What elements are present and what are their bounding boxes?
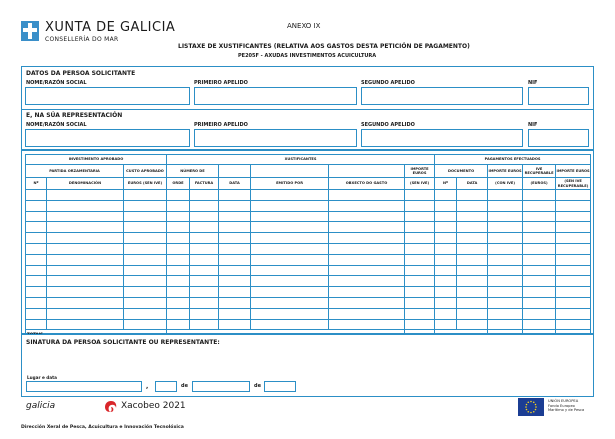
budget-line-header: PARTIDA ORZAMENTARIA bbox=[26, 165, 124, 178]
table-cell[interactable] bbox=[405, 190, 435, 201]
table-cell[interactable] bbox=[523, 190, 556, 201]
table-cell[interactable] bbox=[124, 211, 167, 222]
table-cell[interactable] bbox=[457, 297, 488, 308]
table-cell[interactable] bbox=[26, 265, 47, 276]
table-cell[interactable] bbox=[523, 308, 556, 319]
month-field[interactable] bbox=[192, 381, 250, 392]
number-of-header: NÚMERO DE bbox=[167, 165, 219, 178]
table-cell[interactable] bbox=[488, 319, 523, 330]
table-cell[interactable] bbox=[124, 190, 167, 201]
table-cell[interactable] bbox=[488, 211, 523, 222]
table-cell[interactable] bbox=[47, 319, 124, 330]
table-cell[interactable] bbox=[251, 222, 329, 233]
table-cell[interactable] bbox=[556, 308, 591, 319]
table-cell[interactable] bbox=[435, 297, 457, 308]
table-cell[interactable] bbox=[556, 297, 591, 308]
table-row bbox=[26, 276, 591, 287]
applicant-name-label: NOME/RAZÓN SOCIAL bbox=[26, 80, 87, 86]
col-pay-date: DATA bbox=[457, 178, 488, 190]
table-cell[interactable] bbox=[251, 287, 329, 298]
table-cell[interactable] bbox=[523, 265, 556, 276]
applicant-surname1-label: PRIMEIRO APELIDO bbox=[194, 80, 248, 86]
table-cell[interactable] bbox=[124, 276, 167, 287]
table-cell[interactable] bbox=[329, 254, 405, 265]
table-cell[interactable] bbox=[405, 276, 435, 287]
table-cell[interactable] bbox=[219, 222, 251, 233]
table-cell[interactable] bbox=[219, 211, 251, 222]
table-cell[interactable] bbox=[435, 276, 457, 287]
vat-recoverable-header: IVE RECUPERABLE bbox=[523, 165, 556, 178]
document-title: LISTAXE DE XUSTIFICANTES (RELATIVA AOS GASTOS DESTA PETICIÓN DE PAGAMENTO) bbox=[178, 43, 470, 50]
representative-surname1-label: PRIMEIRO APELIDO bbox=[194, 122, 248, 128]
table-cell[interactable] bbox=[190, 190, 219, 201]
group-receipts-header: XUSTIFICANTES bbox=[167, 155, 435, 165]
table-cell[interactable] bbox=[167, 200, 190, 211]
table-cell[interactable] bbox=[167, 243, 190, 254]
table-cell[interactable] bbox=[488, 243, 523, 254]
table-cell[interactable] bbox=[405, 254, 435, 265]
representative-title: E, NA SÚA REPRESENTACIÓN bbox=[26, 112, 123, 119]
table-cell[interactable] bbox=[47, 308, 124, 319]
table-cell[interactable] bbox=[329, 233, 405, 244]
table-cell[interactable] bbox=[124, 243, 167, 254]
eu-fund-text bbox=[548, 399, 584, 413]
vat-amount-header: IMPORTE EUROS bbox=[556, 165, 591, 178]
table-cell[interactable] bbox=[124, 319, 167, 330]
table-cell[interactable] bbox=[251, 276, 329, 287]
blank-header-issuer bbox=[251, 165, 329, 178]
table-cell[interactable] bbox=[190, 297, 219, 308]
table-cell[interactable] bbox=[251, 254, 329, 265]
representative-surname1-field[interactable] bbox=[194, 129, 357, 147]
table-cell[interactable] bbox=[26, 287, 47, 298]
table-cell[interactable] bbox=[167, 233, 190, 244]
table-cell[interactable] bbox=[556, 276, 591, 287]
table-cell[interactable] bbox=[124, 265, 167, 276]
representative-nif-field[interactable] bbox=[528, 129, 589, 147]
blank-header-object bbox=[329, 165, 405, 178]
table-cell[interactable] bbox=[167, 297, 190, 308]
table-cell[interactable] bbox=[405, 287, 435, 298]
galicia-logo: galicia bbox=[26, 401, 56, 411]
table-cell[interactable] bbox=[457, 200, 488, 211]
table-cell[interactable] bbox=[435, 319, 457, 330]
table-cell[interactable] bbox=[488, 254, 523, 265]
table-cell[interactable] bbox=[523, 243, 556, 254]
department-name: CONSELLERÍA DO MAR bbox=[45, 36, 119, 43]
table-cell[interactable] bbox=[329, 190, 405, 201]
table-cell[interactable] bbox=[219, 297, 251, 308]
table-cell[interactable] bbox=[435, 200, 457, 211]
eu-line-3: Marítimo y de Pesca bbox=[548, 408, 585, 413]
table-cell[interactable] bbox=[124, 200, 167, 211]
table-cell[interactable] bbox=[26, 243, 47, 254]
table-cell[interactable] bbox=[47, 243, 124, 254]
table-cell[interactable] bbox=[167, 211, 190, 222]
org-name: XUNTA DE GALICIA bbox=[45, 20, 176, 35]
table-cell[interactable] bbox=[457, 287, 488, 298]
col-issuer: EMITIDO POR bbox=[251, 178, 329, 190]
table-cell[interactable] bbox=[26, 254, 47, 265]
table-cell[interactable] bbox=[523, 254, 556, 265]
table-row bbox=[26, 308, 591, 319]
table-cell[interactable] bbox=[488, 287, 523, 298]
table-cell[interactable] bbox=[435, 265, 457, 276]
table-cell[interactable] bbox=[124, 222, 167, 233]
group-investment-header: INVESTIMENTO APROBADO bbox=[26, 155, 167, 165]
table-cell[interactable] bbox=[329, 287, 405, 298]
table-cell[interactable] bbox=[556, 319, 591, 330]
table-cell[interactable] bbox=[435, 190, 457, 201]
col-euros-no-vat: EUROS (SEN IVE) bbox=[124, 178, 167, 190]
table-cell[interactable] bbox=[556, 265, 591, 276]
table-cell[interactable] bbox=[405, 265, 435, 276]
year-field[interactable] bbox=[264, 381, 296, 392]
table-cell[interactable] bbox=[47, 265, 124, 276]
table-cell[interactable] bbox=[523, 319, 556, 330]
table-cell[interactable] bbox=[488, 308, 523, 319]
table-cell[interactable] bbox=[251, 233, 329, 244]
table-cell[interactable] bbox=[167, 222, 190, 233]
day-field[interactable] bbox=[155, 381, 177, 392]
table-cell[interactable] bbox=[219, 287, 251, 298]
signature-title: SINATURA DA PERSOA SOLICITANTE OU REPRESENTANTE: bbox=[26, 339, 220, 346]
table-cell[interactable] bbox=[556, 287, 591, 298]
table-cell[interactable] bbox=[219, 233, 251, 244]
table-cell[interactable] bbox=[556, 200, 591, 211]
eu-line-2: Fondo Europeo bbox=[548, 403, 575, 408]
table-cell[interactable] bbox=[26, 222, 47, 233]
table-cell[interactable] bbox=[405, 319, 435, 330]
table-cell[interactable] bbox=[190, 287, 219, 298]
table-cell[interactable] bbox=[523, 287, 556, 298]
amount-header: IMPORTE EUROS bbox=[405, 165, 435, 178]
col-no-vat: (SEN IVE) bbox=[405, 178, 435, 190]
table-cell[interactable] bbox=[488, 190, 523, 201]
table-cell[interactable] bbox=[405, 233, 435, 244]
table-cell[interactable] bbox=[124, 233, 167, 244]
table-cell[interactable] bbox=[457, 308, 488, 319]
xacobeo-logo-icon bbox=[104, 400, 118, 413]
table-cell[interactable] bbox=[26, 297, 47, 308]
table-cell[interactable] bbox=[190, 222, 219, 233]
table-cell[interactable] bbox=[329, 319, 405, 330]
table-cell[interactable] bbox=[47, 254, 124, 265]
table-cell[interactable] bbox=[523, 200, 556, 211]
table-cell[interactable] bbox=[329, 200, 405, 211]
table-cell[interactable] bbox=[329, 308, 405, 319]
table-row bbox=[26, 265, 591, 276]
table-row bbox=[26, 233, 591, 244]
table-cell[interactable] bbox=[47, 200, 124, 211]
table-cell[interactable] bbox=[47, 190, 124, 201]
table-cell[interactable] bbox=[219, 265, 251, 276]
table-cell[interactable] bbox=[124, 254, 167, 265]
annex-label: ANEXO IX bbox=[287, 22, 321, 30]
table-row bbox=[26, 222, 591, 233]
table-cell[interactable] bbox=[124, 297, 167, 308]
table-cell[interactable] bbox=[167, 254, 190, 265]
table-cell[interactable] bbox=[405, 222, 435, 233]
table-cell[interactable] bbox=[47, 276, 124, 287]
col-date: DATA bbox=[219, 178, 251, 190]
table-cell[interactable] bbox=[405, 200, 435, 211]
table-cell[interactable] bbox=[26, 200, 47, 211]
table-cell[interactable] bbox=[219, 276, 251, 287]
table-cell[interactable] bbox=[190, 233, 219, 244]
col-object: OBXECTO DO GASTO bbox=[329, 178, 405, 190]
table-cell[interactable] bbox=[329, 276, 405, 287]
table-cell[interactable] bbox=[47, 233, 124, 244]
table-cell[interactable] bbox=[457, 190, 488, 201]
table-cell[interactable] bbox=[190, 243, 219, 254]
col-no: Nº bbox=[26, 178, 47, 190]
table-cell[interactable] bbox=[435, 243, 457, 254]
table-cell[interactable] bbox=[124, 287, 167, 298]
table-cell[interactable] bbox=[251, 200, 329, 211]
col-denomination: DENOMINACIÓN bbox=[47, 178, 124, 190]
table-cell[interactable] bbox=[329, 222, 405, 233]
table-cell[interactable] bbox=[26, 276, 47, 287]
applicant-surname2-field[interactable] bbox=[361, 87, 523, 105]
applicant-surname1-field[interactable] bbox=[194, 87, 357, 105]
table-cell[interactable] bbox=[405, 297, 435, 308]
table-cell[interactable] bbox=[457, 243, 488, 254]
table-cell[interactable] bbox=[251, 190, 329, 201]
table-cell[interactable] bbox=[47, 211, 124, 222]
comma-separator: , bbox=[146, 383, 149, 390]
table-cell[interactable] bbox=[190, 254, 219, 265]
table-cell[interactable] bbox=[167, 265, 190, 276]
col-with-vat: (CON IVE) bbox=[488, 178, 523, 190]
table-cell[interactable] bbox=[219, 200, 251, 211]
table-row bbox=[26, 190, 591, 201]
table-cell[interactable] bbox=[523, 233, 556, 244]
table-cell[interactable] bbox=[457, 222, 488, 233]
table-cell[interactable] bbox=[435, 254, 457, 265]
applicant-surname2-label: SEGUNDO APELIDO bbox=[361, 80, 415, 86]
table-cell[interactable] bbox=[167, 308, 190, 319]
table-cell[interactable] bbox=[488, 222, 523, 233]
table-cell[interactable] bbox=[219, 190, 251, 201]
table-cell[interactable] bbox=[124, 308, 167, 319]
group-payments-header: PAGAMENTOS EFECTUADOS bbox=[435, 155, 591, 165]
table-cell[interactable] bbox=[190, 319, 219, 330]
place-date-label: Lugar e data bbox=[27, 375, 57, 380]
table-cell[interactable] bbox=[435, 233, 457, 244]
table-cell[interactable] bbox=[488, 200, 523, 211]
table-cell[interactable] bbox=[523, 297, 556, 308]
table-cell[interactable] bbox=[26, 308, 47, 319]
xunta-logo-icon bbox=[21, 21, 39, 41]
table-cell[interactable] bbox=[457, 265, 488, 276]
table-cell[interactable] bbox=[26, 211, 47, 222]
table-cell[interactable] bbox=[251, 211, 329, 222]
table-cell[interactable] bbox=[251, 308, 329, 319]
table-cell[interactable] bbox=[457, 211, 488, 222]
table-cell[interactable] bbox=[488, 265, 523, 276]
table-cell[interactable] bbox=[556, 222, 591, 233]
table-cell[interactable] bbox=[457, 233, 488, 244]
table-cell[interactable] bbox=[435, 211, 457, 222]
table-row bbox=[26, 319, 591, 330]
place-field[interactable] bbox=[26, 381, 142, 392]
table-cell[interactable] bbox=[556, 243, 591, 254]
document-header: DOCUMENTO bbox=[435, 165, 488, 178]
table-row bbox=[26, 200, 591, 211]
eu-flag-icon bbox=[518, 398, 544, 416]
col-order: ORDE bbox=[167, 178, 190, 190]
table-cell[interactable] bbox=[219, 319, 251, 330]
table-cell[interactable] bbox=[219, 308, 251, 319]
col-no-vat-recoverable: (SEN IVE RECUPERABLE) bbox=[556, 178, 591, 190]
applicant-nif-label: NIF bbox=[528, 80, 538, 86]
table-cell[interactable] bbox=[435, 287, 457, 298]
table-cell[interactable] bbox=[26, 233, 47, 244]
receipts-table bbox=[25, 154, 591, 341]
table-cell[interactable] bbox=[523, 211, 556, 222]
applicant-name-field[interactable] bbox=[25, 87, 190, 105]
representative-surname2-label: SEGUNDO APELIDO bbox=[361, 122, 415, 128]
applicant-nif-field[interactable] bbox=[528, 87, 589, 105]
table-cell[interactable] bbox=[251, 265, 329, 276]
representative-name-field[interactable] bbox=[25, 129, 190, 147]
table-cell[interactable] bbox=[457, 319, 488, 330]
representative-nif-label: NIF bbox=[528, 122, 538, 128]
col-invoice: FACTURA bbox=[190, 178, 219, 190]
table-cell[interactable] bbox=[329, 265, 405, 276]
table-cell[interactable] bbox=[435, 222, 457, 233]
directorate-name: Dirección Xeral de Pesca, Acuicultura e Innovación Tecnolóxica bbox=[21, 425, 184, 430]
table-row bbox=[26, 243, 591, 254]
table-cell[interactable] bbox=[405, 211, 435, 222]
table-cell[interactable] bbox=[556, 190, 591, 201]
table-row bbox=[26, 287, 591, 298]
table-cell[interactable] bbox=[488, 233, 523, 244]
table-cell[interactable] bbox=[329, 211, 405, 222]
table-cell[interactable] bbox=[47, 222, 124, 233]
approved-cost-header: CUSTO APROBADO bbox=[124, 165, 167, 178]
table-cell[interactable] bbox=[167, 276, 190, 287]
of-separator-1: de bbox=[181, 383, 188, 389]
table-cell[interactable] bbox=[190, 276, 219, 287]
table-cell[interactable] bbox=[190, 308, 219, 319]
table-row bbox=[26, 297, 591, 308]
table-cell[interactable] bbox=[556, 233, 591, 244]
table-cell[interactable] bbox=[219, 243, 251, 254]
table-cell[interactable] bbox=[167, 319, 190, 330]
table-cell[interactable] bbox=[190, 265, 219, 276]
payment-amount-header: IMPORTE EUROS bbox=[488, 165, 523, 178]
table-cell[interactable] bbox=[190, 200, 219, 211]
table-cell[interactable] bbox=[251, 319, 329, 330]
table-cell[interactable] bbox=[556, 211, 591, 222]
table-row bbox=[26, 254, 591, 265]
table-cell[interactable] bbox=[457, 254, 488, 265]
table-cell[interactable] bbox=[26, 190, 47, 201]
table-cell[interactable] bbox=[167, 287, 190, 298]
procedure-code: PE205F - AXUDAS INVESTIMENTOS ACUICULTURA bbox=[238, 53, 377, 59]
table-cell[interactable] bbox=[556, 254, 591, 265]
table-cell[interactable] bbox=[488, 297, 523, 308]
table-cell[interactable] bbox=[523, 276, 556, 287]
table-cell[interactable] bbox=[523, 222, 556, 233]
table-cell[interactable] bbox=[167, 190, 190, 201]
table-cell[interactable] bbox=[47, 287, 124, 298]
applicant-title: DATOS DA PERSOA SOLICITANTE bbox=[26, 70, 136, 77]
col-pay-no: Nº bbox=[435, 178, 457, 190]
table-row bbox=[26, 211, 591, 222]
table-cell[interactable] bbox=[329, 243, 405, 254]
xacobeo-logo: Xacobeo 2021 bbox=[121, 401, 186, 411]
representative-surname2-field[interactable] bbox=[361, 129, 523, 147]
table-cell[interactable] bbox=[251, 243, 329, 254]
representative-name-label: NOME/RAZÓN SOCIAL bbox=[26, 122, 87, 128]
table-cell[interactable] bbox=[488, 276, 523, 287]
table-cell[interactable] bbox=[47, 297, 124, 308]
table-cell[interactable] bbox=[219, 254, 251, 265]
table-cell[interactable] bbox=[190, 211, 219, 222]
table-cell[interactable] bbox=[435, 308, 457, 319]
col-euros: (EUROS) bbox=[523, 178, 556, 190]
table-cell[interactable] bbox=[251, 297, 329, 308]
table-cell[interactable] bbox=[457, 276, 488, 287]
table-cell[interactable] bbox=[26, 319, 47, 330]
table-cell[interactable] bbox=[329, 297, 405, 308]
table-cell[interactable] bbox=[405, 308, 435, 319]
eu-line-1: UNIÓN EUROPEA bbox=[548, 399, 579, 403]
table-cell[interactable] bbox=[405, 243, 435, 254]
of-separator-2: de bbox=[254, 383, 261, 389]
blank-header-date bbox=[219, 165, 251, 178]
